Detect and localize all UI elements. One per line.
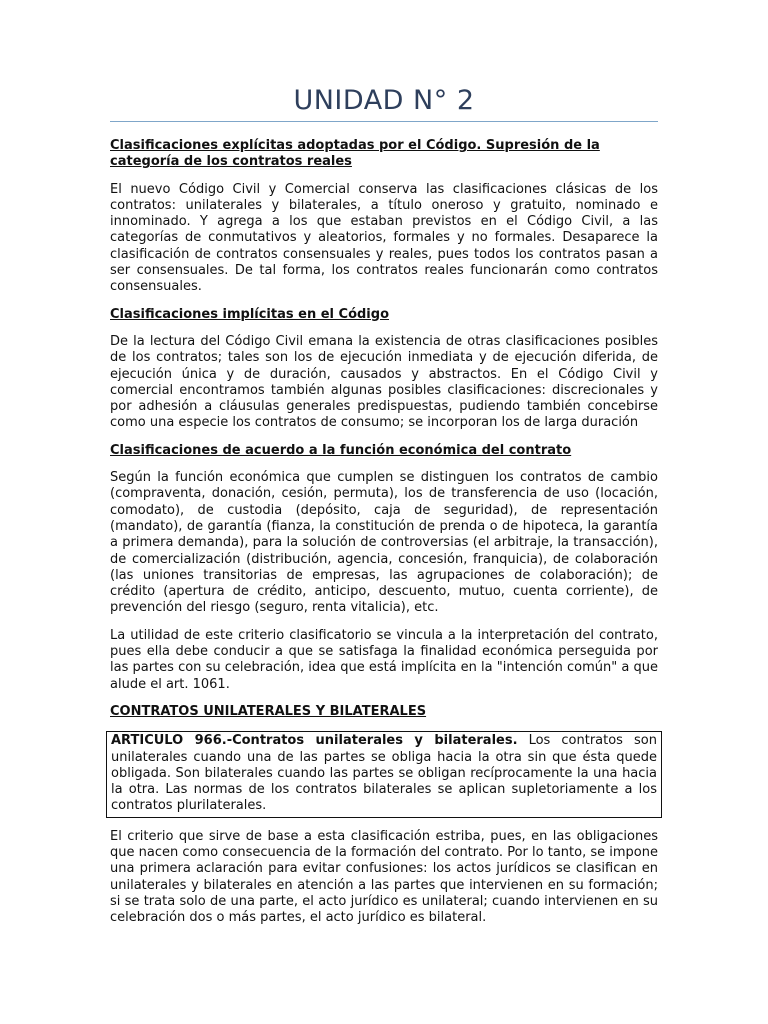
article-966-text: Los contratos son unilaterales cuando una de las partes se obliga hacia la otra sin que ésta quede obligada. Son bilaterales cuando las partes se obligan recíprocamente la una hacia la otra. Las normas de los contratos bilaterales se aplican supletoriamente a los contratos plurilaterales. [111,733,657,814]
document-body [110,138,658,937]
page-title: UNIDAD N° 2 [293,85,475,116]
section-heading-economic-function: Clasificaciones de acuerdo a la función económica del contrato [110,442,572,458]
paragraph-economic-function: Según la función económica que cumplen se distinguen los contratos de cambio (compraventa, donación, cesión, permuta), los de transferencia de uso (locación, comodato), de custodia (depósito, caja de seguridad), de representación (mandato), de garantía (fianza, la constitución de prenda o de hipoteca, la garantía a primera demanda), para la solución de controversias (el arbitraje, la transacción), de comercialización (distribución, agencia, concesión, franquicia), de colaboración (las uniones transitorias de empresas, las agrupaciones de colaboración); de crédito (apertura de crédito, anticipo, descuento, mutuo, cuenta corriente), de prevención del riesgo (seguro, renta vitalicia), etc. [110,470,658,616]
section-heading-unilateral-bilateral: CONTRATOS UNILATERALES Y BILATERALES [110,703,427,719]
article-966-box [106,731,662,817]
paragraph-implicit-classifications: De la lectura del Código Civil emana la existencia de otras clasificaciones posibles de los contratos; tales son los de ejecución inmediata y de ejecución diferida, de ejecución única y de duración, causados y abstractos. En el Código Civil y comercial encontramos también algunas posibles clasificaciones: discrecionales y por adhesión a cláusulas generales predispuestas, pudiendo también concebirse como una especie los contratos de consumo; se incorporan los de larga duración [110,333,658,431]
section-heading-explicit-classifications: Clasificaciones explícitas adoptadas por el Código. Supresión de la categoría de los contratos reales [110,138,600,170]
paragraph-explicit-classifications: El nuevo Código Civil y Comercial conserva las clasificaciones clásicas de los contratos: unilaterales y bilaterales, a título oneroso y gratuito, nominado e innominado. Y agrega a los que estaban previstos en el Código Civil, a las categorías de conmutativos y aleatorios, formales y no formales. Desaparece la clasificación de contratos consensuales y reales, pues todos los contratos pasan a ser consensuales. De tal forma, los contratos reales funcionarán como contratos consensuales. [110,181,658,295]
article-966-label: ARTICULO 966.-Contratos unilaterales y bilaterales. [111,733,518,749]
paragraph-interpretation: La utilidad de este criterio clasificatorio se vincula a la interpretación del contrato, pues ella debe conducir a que se satisfaga la finalidad económica perseguida por las partes con su celebración, idea que está implícita en la "intención común" a que alude el art. 1061. [110,627,658,692]
paragraph-classification-criterion: El criterio que sirve de base a esta clasificación estriba, pues, en las obligaciones que nacen como consecuencia de la formación del contrato. Por lo tanto, se impone una primera aclaración para evitar confusiones: los actos jurídicos se clasifican en unilaterales y bilaterales en atención a las partes que intervienen en su formación; si se trata solo de una parte, el acto jurídico es unilateral; cuando intervienen en su celebración dos o más partes, el acto jurídico es bilateral. [110,828,658,926]
section-heading-implicit-classifications: Clasificaciones implícitas en el Código [110,306,390,322]
title-underline-divider [110,121,658,122]
